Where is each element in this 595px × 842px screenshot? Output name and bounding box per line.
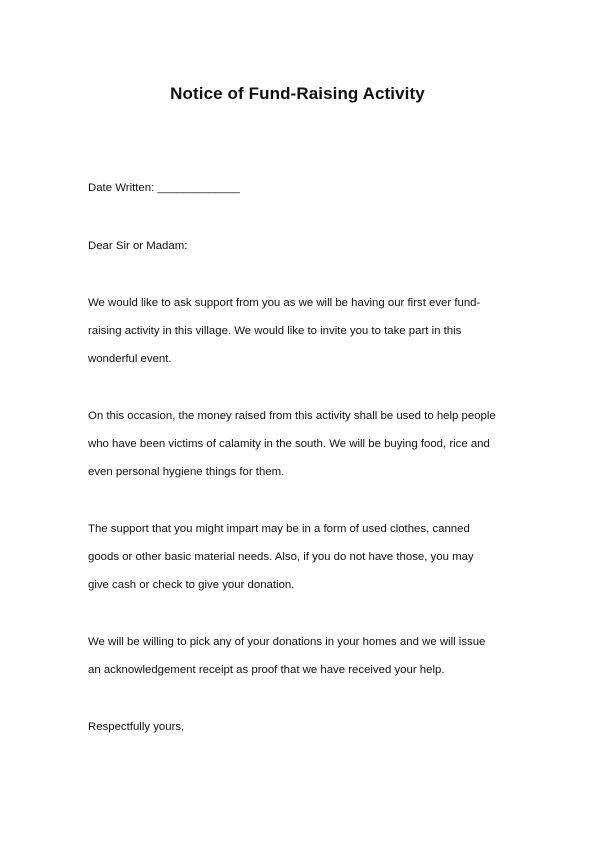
paragraph-line: wonderful event. (88, 353, 172, 365)
paragraph-line: The support that you might impart may be in a form of used clothes, canned (88, 523, 470, 535)
paragraph-line: give cash or check to give your donation. (88, 579, 295, 591)
paragraph-line: raising activity in this village. We would like to invite you to take part in this (88, 325, 462, 337)
paragraph-line: even personal hygiene things for them. (88, 466, 285, 478)
paragraph-line: We will be willing to pick any of your donations in your homes and we will issue (88, 636, 486, 648)
paragraph-line: goods or other basic material needs. Also, if you do not have those, you may (88, 551, 474, 563)
salutation: Dear Sir or Madam: (88, 240, 188, 252)
paragraph-line: who have been victims of calamity in the south. We will be buying food, rice and (88, 438, 490, 450)
document-title: Notice of Fund-Raising Activity (170, 84, 425, 103)
closing: Respectfully yours, (88, 721, 185, 733)
paragraph-line: On this occasion, the money raised from this activity shall be used to help people (88, 410, 496, 422)
paragraph-line: an acknowledgement receipt as proof that we have received your help. (88, 664, 445, 676)
paragraph-line: We would like to ask support from you as we will be having our first ever fund- (88, 297, 481, 309)
date-written-line: Date Written: _____________ (88, 182, 240, 194)
